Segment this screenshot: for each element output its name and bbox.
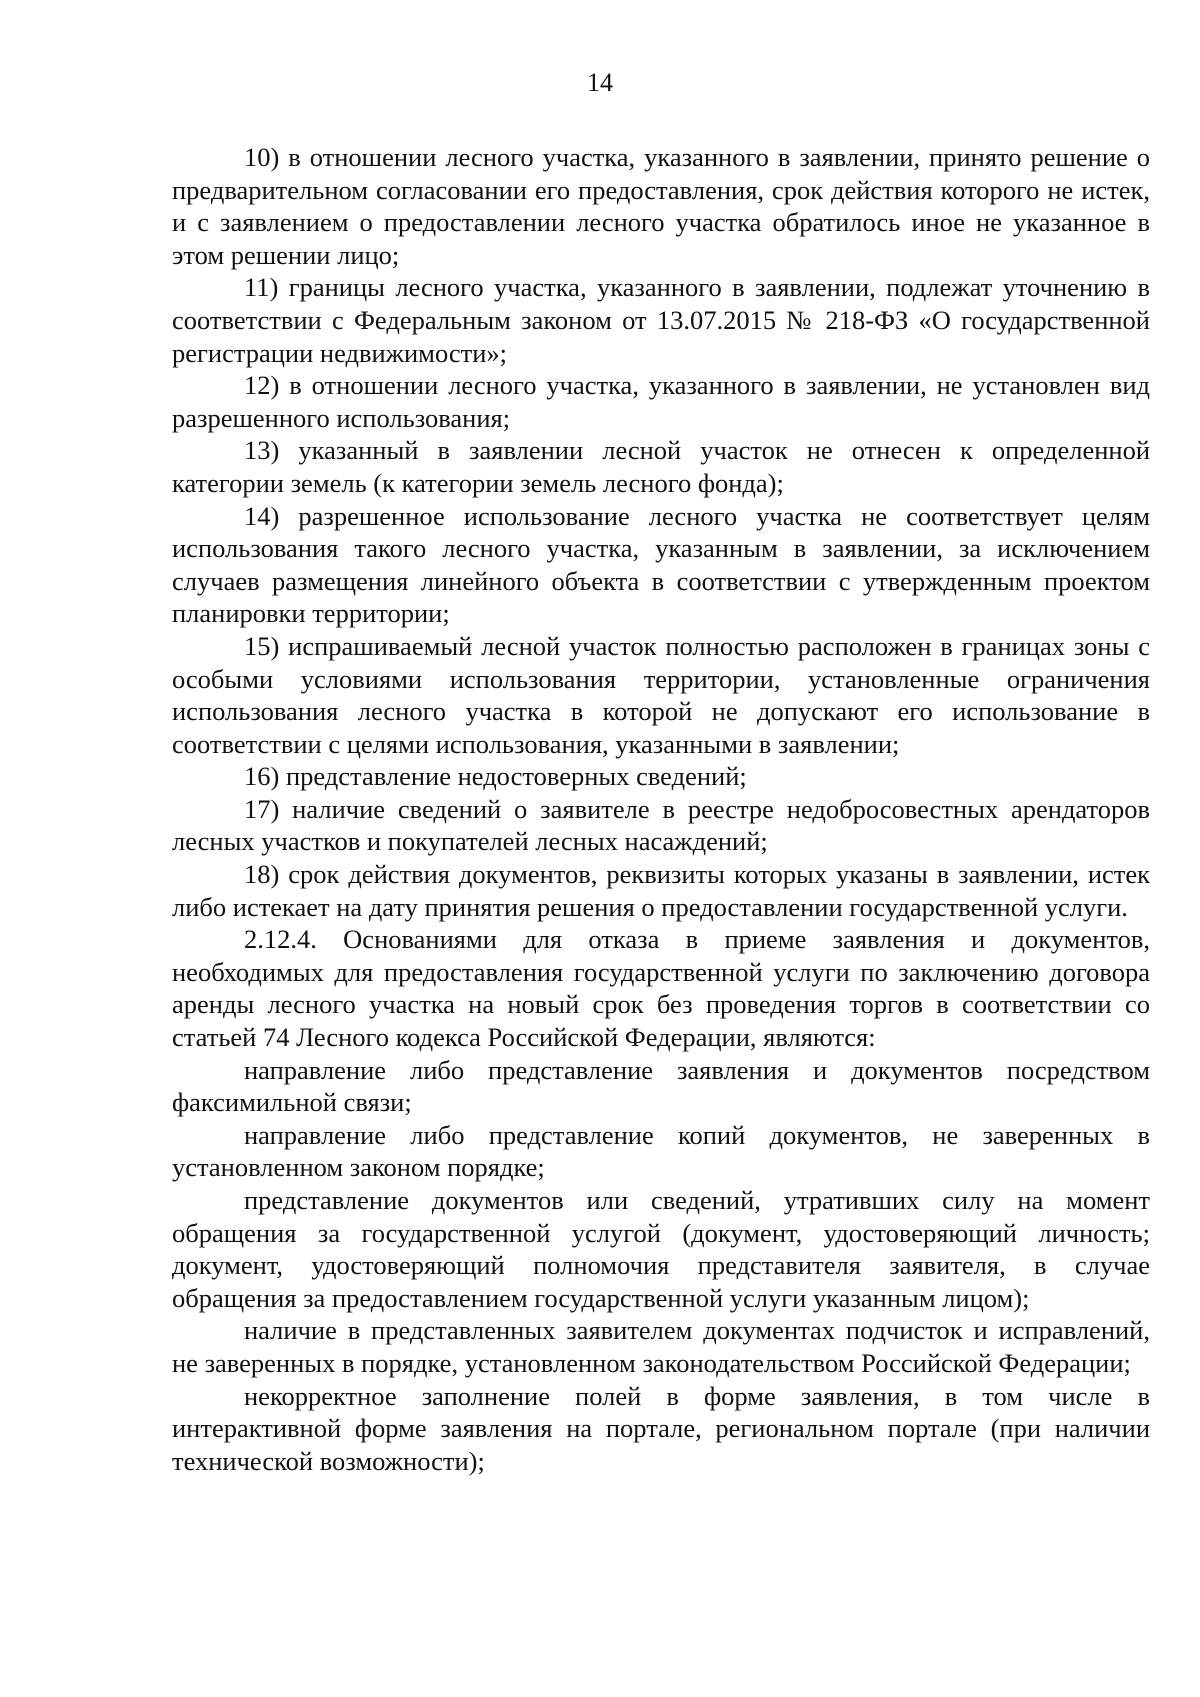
page-number: 14 — [587, 68, 613, 97]
document-body — [172, 141, 1150, 1477]
refusal-ground-erasures: наличие в представленных заявителем документах подчисток и исправлений, не заверенных в порядке, установленном законодательством Российской Федерации; — [172, 1315, 1150, 1378]
paragraph-item-13: 13) указанный в заявлении лесной участок не отнесен к определенной категории земель (к категории земель лесного фонда); — [172, 435, 1150, 498]
refusal-ground-expired-documents: представление документов или сведений, утративших силу на момент обращения за государственной услугой (документ, удостоверяющий личность; документ, удостоверяющий полномочия представителя заявителя, в случае обращения за предоставлением государственной услуги указанным лицом); — [172, 1185, 1150, 1313]
refusal-ground-fax: направление либо представление заявления и документов посредством факсимильной связи; — [172, 1054, 1150, 1118]
paragraph-item-14: 14) разрешенное использование лесного участка не соответствует целям использования такого лесного участка, указанным в заявлении, за исключением случаев размещения линейного объекта в соответствии с утвержденным проектом планировки территории; — [172, 500, 1150, 629]
paragraph-item-11: 11) границы лесного участка, указанного в заявлении, подлежат уточнению в соответствии с Федеральным законом от 13.07.2015 № 218-ФЗ «О государственной регистрации недвижимости»; — [172, 272, 1150, 368]
paragraph-item-17: 17) наличие сведений о заявителе в реестре недобросовестных арендаторов лесных участков и покупателей лесных насаждений; — [172, 793, 1150, 857]
paragraph-item-12: 12) в отношении лесного участка, указанного в заявлении, не установлен вид разрешенного использования; — [172, 370, 1150, 433]
section-2-12-4-intro: 2.12.4. Основаниями для отказа в приеме заявления и документов, необходимых для предоставления государственной услуги по заключению договора аренды лесного участка на новый срок без проведения торгов в соответствии со статьей 74 Лесного кодекса Российской Федерации, являются: — [172, 924, 1150, 1053]
paragraph-item-10: 10) в отношении лесного участка, указанного в заявлении, принято решение о предварительном согласовании его предоставления, срок действия которого не истек, и с заявлением о предоставлении лесного участка обратилось иное не указанное в этом решении лицо; — [172, 142, 1150, 270]
paragraph-item-15: 15) испрашиваемый лесной участок полностью расположен в границах зоны с особыми условиями использования территории, установленные ограничения использования лесного участка в которой не допускают его использование в соответствии с целями использования, указанными в заявлении; — [172, 630, 1150, 759]
refusal-ground-uncertified-copies: направление либо представление копий документов, не заверенных в установленном законом порядке; — [172, 1119, 1150, 1183]
refusal-ground-incorrect-form: некорректное заполнение полей в форме заявления, в том числе в интерактивной форме заявления на портале, региональном портале (при наличии технической возможности); — [172, 1380, 1150, 1476]
paragraph-item-16: 16) представление недостоверных сведений; — [244, 761, 747, 792]
paragraph-item-18: 18) срок действия документов, реквизиты которых указаны в заявлении, истек либо истекает на дату принятия решения о предоставлении государственной услуги. — [172, 859, 1150, 922]
